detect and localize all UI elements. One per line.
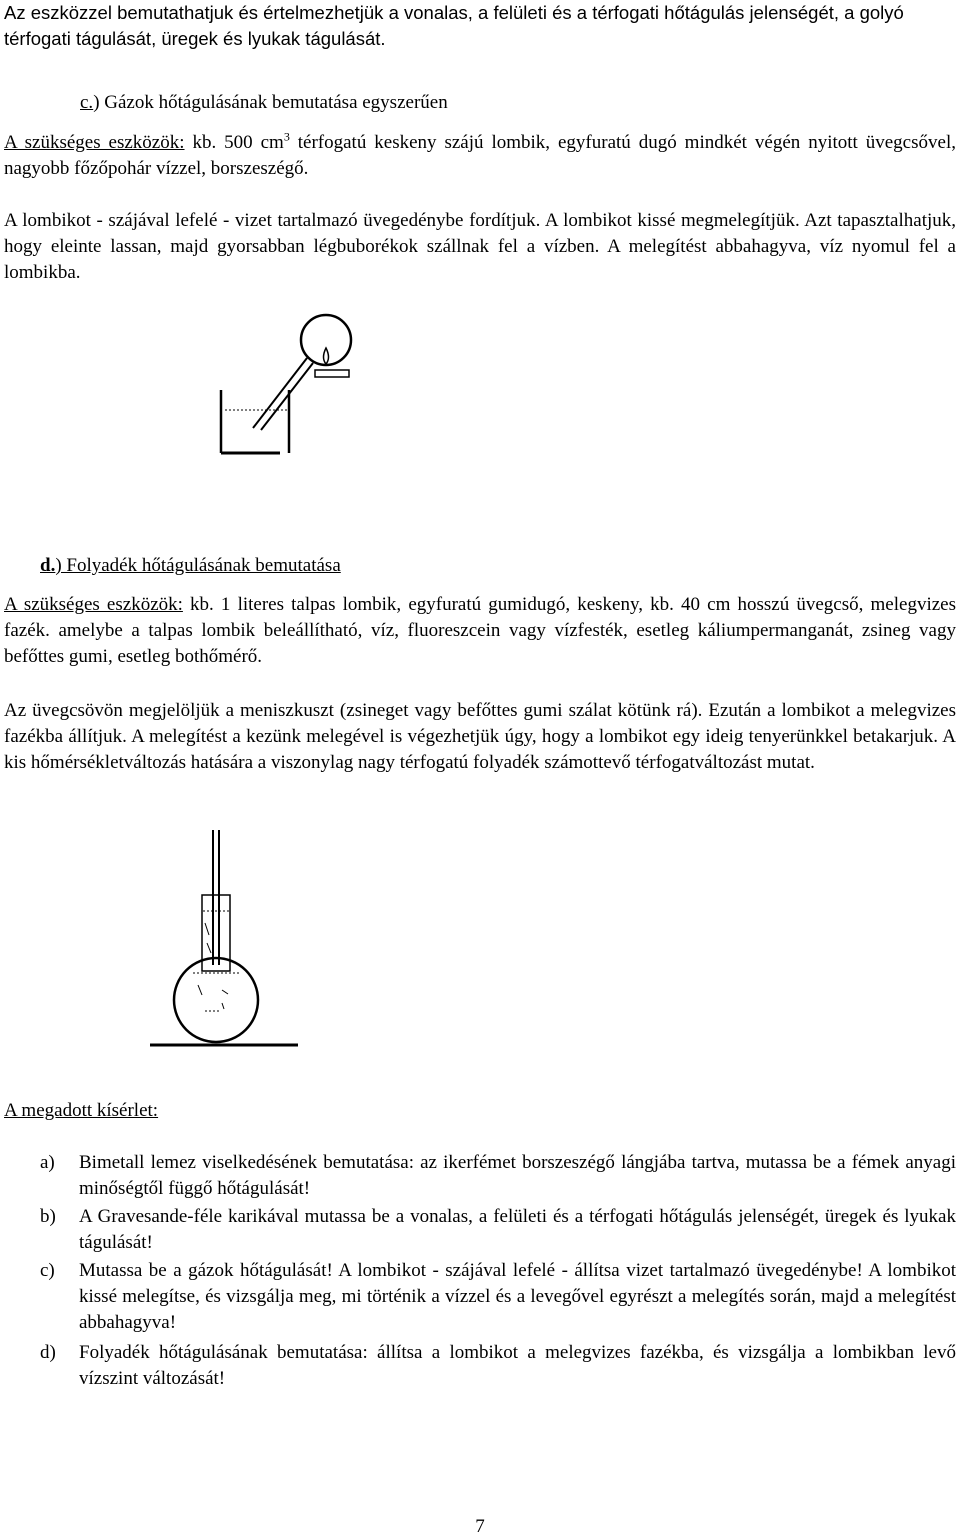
task-heading: A megadott kísérlet: (4, 1100, 159, 1121)
page-number: 7 (475, 1516, 485, 1537)
task-item-d: d) Folyadék hőtágulásának bemutatása: állítsa a lombikot a melegvizes fazékba, és vizsgálja a lombikban levő vízszint változását! (40, 1342, 956, 1389)
task-item-a: a) Bimetall lemez viselkedésének bemutatása: az ikerfémet borszeszégő lángjába tartva, mutassa be a fémek anyagi minőségtől függő hőtágulását! (40, 1152, 956, 1199)
flame (324, 348, 329, 364)
flask-bulb (301, 315, 351, 365)
section-d-tools: A szükséges eszközök: kb. 1 literes talpas lombik, egyfuratú gumidugó, keskeny, kb. 40 cm hosszú üvegcső, melegvizes fazék. amelybe a talpas lombik beleállítható, víz, fluoreszcein vagy vízfesték, esetleg káliumpermanganát, zsineg vagy befőttes gumi, esetleg bothőmérő. (4, 594, 956, 667)
tools-label: A szükséges eszközök: (4, 594, 183, 615)
task-item-c: c) Mutassa be a gázok hőtágulását! A lombikot - szájával lefelé - állítsa vizet tartalmazó üvegedénybe! A lombikot kissé melegítse, és vizsgálja meg, mi történik a vízzel és a levegővel egyrészt a melegítés során, majd a melegítést abbahagyva! (40, 1260, 956, 1333)
burner (315, 370, 349, 377)
tools-label: A szükséges eszközök: (4, 132, 185, 153)
section-c-heading: c.) Gázok hőtágulásának bemutatása egyszerűen (80, 92, 448, 113)
section-d-description: Az üvegcsövön megjelöljük a meniszkuszt (zsineget vagy befőttes gumi szálat kötünk rá). Ezután a lombikot a melegvizes fazékba állítjuk. A melegítést a kezünk melegével is végezhetjük úgy, hogy a lombikot egy ideig tenyerünkkel betakarjuk. A kis hőmérsékletváltozás hatására a viszonylag nagy térfogatú folyadék számottevő térfogatváltozást mutat. (4, 700, 956, 773)
intro-paragraph: Az eszközzel bemutathatjuk és értelmezhetjük a vonalas, a felületi és a térfogati hőtágulás jelenségét, a golyó térfogati tágulását, üregek és lyukak tágulását. (4, 2, 904, 49)
flask-neck-left (253, 358, 307, 428)
flask-neck-right (261, 363, 313, 430)
task-item-b: b) A Gravesande-féle karikával mutassa be a vonalas, a felületi és a térfogati hőtágulás jelenségét, üregek és lyukak tágulását! (40, 1206, 956, 1253)
section-c-tools: A szükséges eszközök: kb. 500 $cm^3$ térfogatú keskeny szájú lombik, egyfuratú dugó mindkét végén nyitott üvegcsővel, nagyobb főzőpohár vízzel, borszeszégő. (4, 129, 956, 179)
section-d-heading: d.) Folyadék hőtágulásának bemutatása (40, 555, 341, 576)
liquid-expansion-figure (145, 825, 305, 1055)
section-c-description: A lombikot - szájával lefelé - vizet tartalmazó üvegedénybe fordítjuk. A lombikot kissé megmelegítjük. Azt tapasztalhatjuk, hogy eleinte lassan, majd gyorsabban légbuborékok szállnak fel a vízben. A melegítést abbahagyva, víz nyomul fel a lombikba. (4, 210, 956, 283)
gas-expansion-figure (205, 300, 370, 465)
